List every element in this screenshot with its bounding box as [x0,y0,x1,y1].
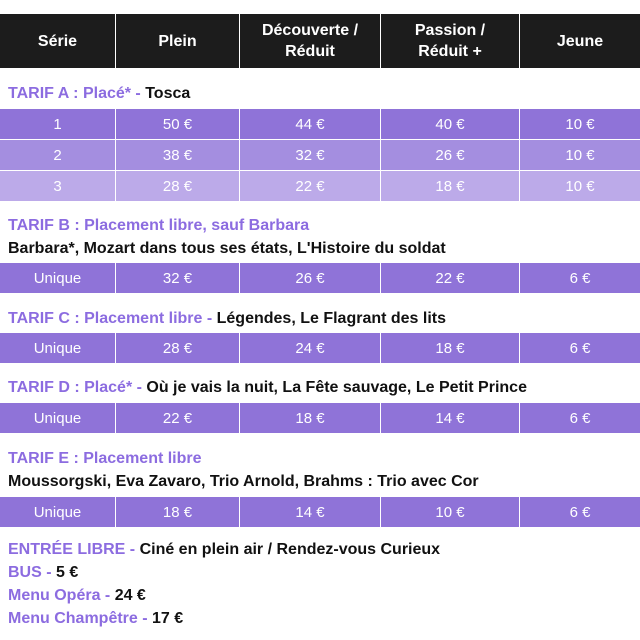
bus-line: BUS - 5 € [8,564,79,581]
table-row [0,109,640,139]
tarif-a-title: TARIF A : Placé* - Tosca [8,85,191,102]
cell-jeune: 10 € [519,171,640,201]
cell-serie: 3 [53,177,62,195]
cell-decouverte: 22 € [239,171,380,201]
cell-passion: 14 € [380,403,519,433]
table-row [0,403,640,433]
cell-passion: 18 € [380,171,519,201]
header-plein: Plein [115,14,239,68]
cell-plein: 28 € [115,333,239,363]
table-row [0,497,640,527]
cell-jeune: 10 € [519,140,640,170]
cell-jeune: 6 € [519,403,640,433]
cell-passion: 10 € [380,497,519,527]
cell-decouverte: 26 € [239,263,380,293]
cell-decouverte: 18 € [239,403,380,433]
cell-jeune: 6 € [519,263,640,293]
cell-jeune: 6 € [519,333,640,363]
table-row [0,333,640,363]
cell-decouverte: 14 € [239,497,380,527]
cell-serie: Unique [33,503,82,521]
cell-jeune: 10 € [519,109,640,139]
tarif-e-title: TARIF E : Placement libre [8,450,202,467]
table-row [0,263,640,293]
table-row [0,140,640,170]
tarif-e-shows: Moussorgski, Eva Zavaro, Trio Arnold, Brahms : Trio avec Cor [8,473,479,490]
cell-serie: Unique [33,339,82,357]
tarif-b-title: TARIF B : Placement libre, sauf Barbara [8,217,310,234]
cell-jeune: 6 € [519,497,640,527]
cell-plein: 18 € [115,497,239,527]
cell-passion: 26 € [380,140,519,170]
cell-plein: 50 € [115,109,239,139]
cell-decouverte: 44 € [239,109,380,139]
menu-opera-line: Menu Opéra - 24 € [8,587,146,604]
table-row [0,171,640,201]
cell-serie: Unique [33,409,82,427]
entree-libre-line: ENTRÉE LIBRE - Ciné en plein air / Rendez-vous Curieux [8,541,441,558]
menu-champetre-line: Menu Champêtre - 17 € [8,610,184,627]
cell-plein: 38 € [115,140,239,170]
cell-serie: 2 [53,146,62,164]
cell-serie: Unique [33,269,82,287]
header-jeune: Jeune [519,14,640,68]
cell-passion: 40 € [380,109,519,139]
cell-plein: 32 € [115,263,239,293]
cell-passion: 18 € [380,333,519,363]
cell-plein: 28 € [115,171,239,201]
cell-plein: 22 € [115,403,239,433]
header-passion: Passion / Réduit + [380,14,519,68]
cell-decouverte: 24 € [239,333,380,363]
tarif-c-title: TARIF C : Placement libre - Légendes, Le Flagrant des lits [8,310,447,327]
header-decouverte: Découverte / Réduit [239,14,380,68]
price-table-header [0,14,640,68]
cell-decouverte: 32 € [239,140,380,170]
header-serie: Série [37,32,78,50]
cell-serie: 1 [53,115,62,133]
tarif-b-shows: Barbara*, Mozart dans tous ses états, L'Histoire du soldat [8,240,446,257]
cell-passion: 22 € [380,263,519,293]
tarif-d-title: TARIF D : Placé* - Où je vais la nuit, La Fête sauvage, Le Petit Prince [8,379,527,396]
